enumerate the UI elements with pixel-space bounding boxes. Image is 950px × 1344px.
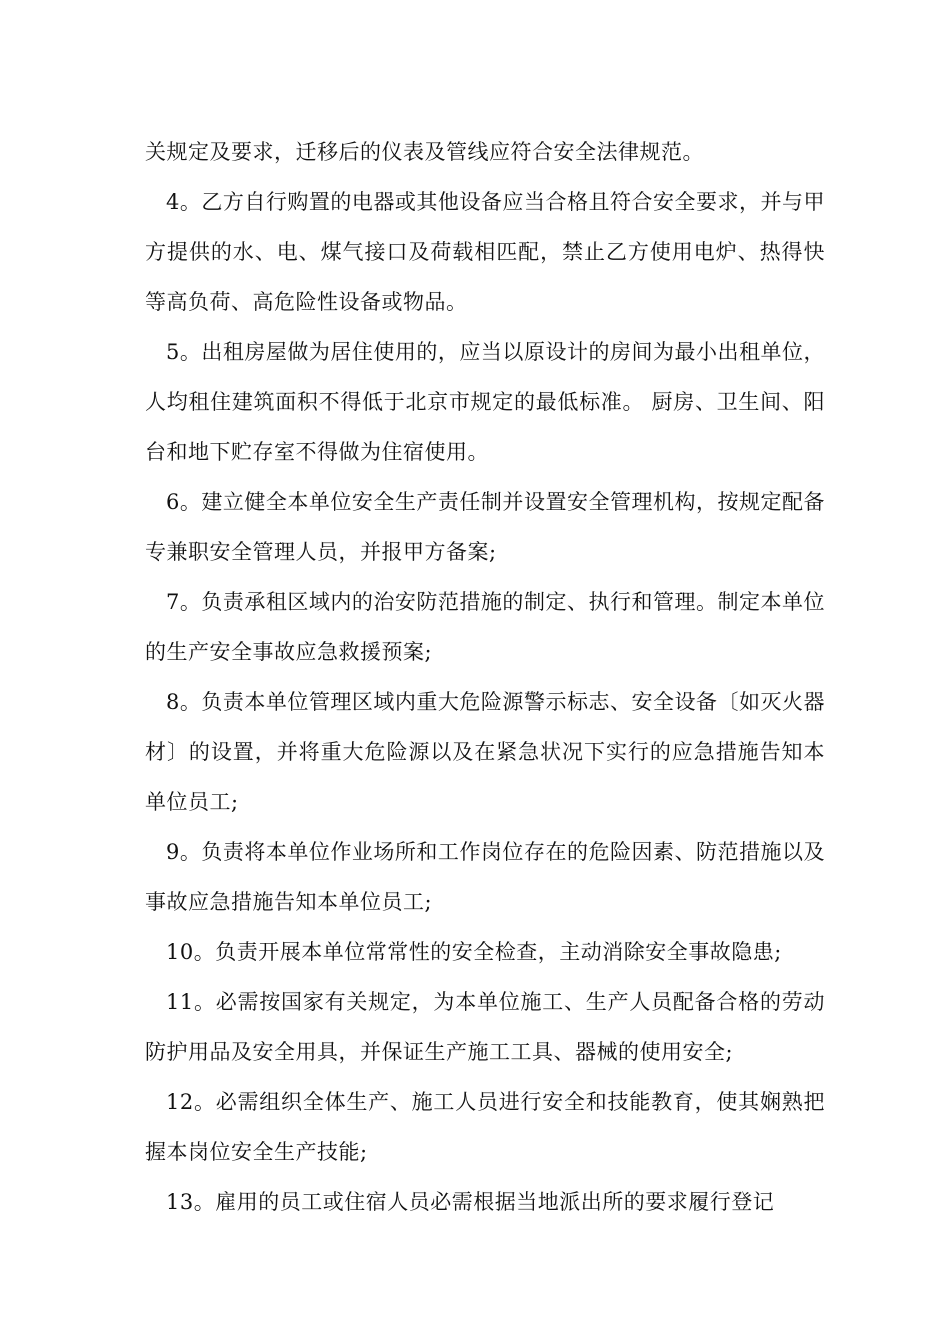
paragraph-item-4: 4。乙方自行购置的电器或其他设备应当合格且符合安全要求，并与甲方提供的水、电、煤气接口及荷载相匹配，禁止乙方使用电炉、热得快等高负荷、高危险性设备或物品。 xyxy=(145,190,825,314)
paragraph-item-13: 13。雇用的员工或住宿人员必需根据当地派出所的要求履行登记 xyxy=(166,1190,775,1214)
paragraph-item-9: 9。负责将本单位作业场所和工作岗位存在的危险因素、防范措施以及事故应急措施告知本单位员工; xyxy=(145,840,825,914)
paragraph-item-10: 10。负责开展本单位常常性的安全检查，主动消除安全事故隐患; xyxy=(166,940,782,964)
paragraph-item-7: 7。负责承租区域内的治安防范措施的制定、执行和管理。制定本单位的生产安全事故应急救援预案; xyxy=(145,590,825,664)
paragraph-item-5: 5。出租房屋做为居住使用的，应当以原设计的房间为最小出租单位，人均租住建筑面积不得低于北京市规定的最低标准。 厨房、卫生间、阳台和地下贮存室不得做为住宿使用。 xyxy=(145,340,825,464)
paragraph-item-11: 11。必需按国家有关规定，为本单位施工、生产人员配备合格的劳动防护用品及安全用具，并保证生产施工工具、器械的使用安全; xyxy=(145,990,825,1064)
paragraph-item-6: 6。建立健全本单位安全生产责任制并设置安全管理机构，按规定配备专兼职安全管理人员，并报甲方备案; xyxy=(145,490,825,564)
paragraph-item-8: 8。负责本单位管理区域内重大危险源警示标志、安全设备〔如灭火器材〕的设置，并将重大危险源以及在紧急状况下实行的应急措施告知本单位员工; xyxy=(145,690,825,814)
document-body xyxy=(145,127,825,1227)
paragraph-item-12: 12。必需组织全体生产、施工人员进行安全和技能教育，使其娴熟把握本岗位安全生产技能; xyxy=(145,1090,825,1164)
paragraph-continuation: 关规定及要求，迁移后的仪表及管线应符合安全法律规范。 xyxy=(145,140,704,164)
